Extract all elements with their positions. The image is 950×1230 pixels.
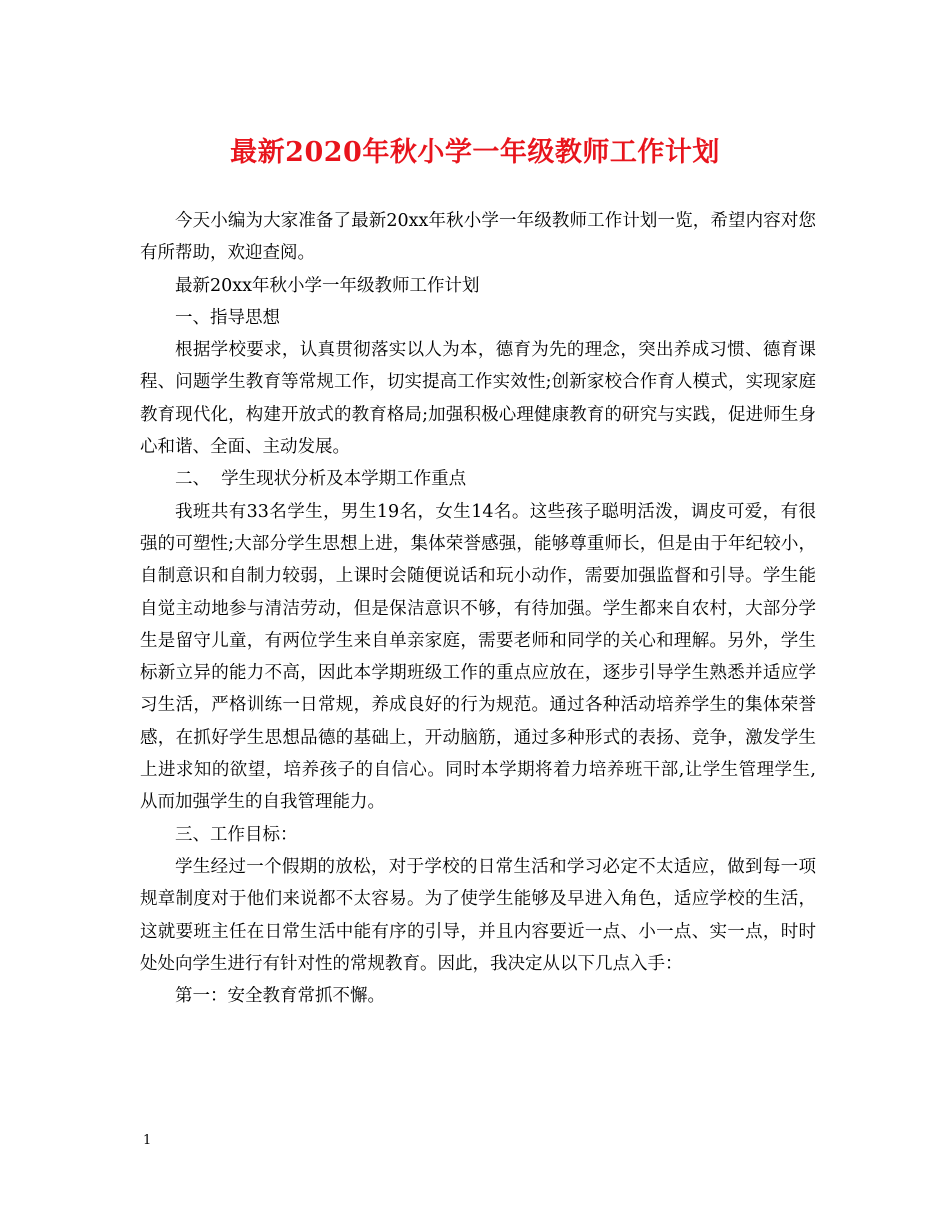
page-number: 1 — [143, 1133, 152, 1148]
section-heading-student-analysis: 二、 学生现状分析及本学期工作重点 — [175, 469, 467, 490]
document-title: 最新2020年秋小学一年级教师工作计划 — [230, 137, 720, 168]
section-heading-guiding-ideology: 一、指导思想 — [175, 307, 280, 328]
guiding-ideology-paragraph: 根据学校要求，认真贯彻落实以人为本，德育为先的理念，突出养成习惯、德育课程、问题学生教育等常规工作，切实提高工作实效性;创新家校合作育人模式，实现家庭教育现代化，构建开放式的教育格局;加强积极心理健康教育的研究与实践，促进师生身心和谐、全面、主动发展。 — [140, 340, 816, 458]
document-body — [140, 205, 816, 1012]
subtitle-paragraph: 最新20xx年秋小学一年级教师工作计划 — [175, 275, 480, 296]
section-heading-work-goals: 三、工作目标： — [175, 824, 298, 845]
student-analysis-paragraph: 我班共有33名学生，男生19名，女生14名。这些孩子聪明活泼，调皮可爱，有很强的可塑性;大部分学生思想上进，集体荣誉感强，能够尊重师长，但是由于年纪较小，自制意识和自制力较弱，上课时会随便说话和玩小动作，需要加强监督和引导。学生能自觉主动地参与清洁劳动，但是保洁意识不够，有待加强。学生都来自农村，大部分学生是留守儿童，有两位学生来自单亲家庭，需要老师和同学的关心和理解。另外，学生标新立异的能力不高，因此本学期班级工作的重点应放在，逐步引导学生熟悉并适应学习生活，严格训练一日常规，养成良好的行为规范。通过各种活动培养学生的集体荣誉感，在抓好学生思想品德的基础上，开动脑筋，通过多种形式的表扬、竞争，激发学生上进求知的欲望，培养孩子的自信心。同时本学期将着力培养班干部,让学生管理学生,从而加强学生的自我管理能力。 — [140, 501, 816, 813]
work-goals-paragraph: 学生经过一个假期的放松，对于学校的日常生活和学习必定不太适应，做到每一项规章制度对于他们来说都不太容易。为了使学生能够及早进入角色，适应学校的生活，这就要班主任在日常生活中能有序的引导，并且内容要近一点、小一点、实一点，时时处处向学生进行有针对性的常规教育。因此，我决定从以下几点入手： — [140, 856, 816, 974]
intro-paragraph: 今天小编为大家准备了最新20xx年秋小学一年级教师工作计划一览，希望内容对您有所帮助，欢迎查阅。 — [140, 211, 816, 264]
first-item-paragraph: 第一：安全教育常抓不懈。 — [175, 986, 385, 1007]
